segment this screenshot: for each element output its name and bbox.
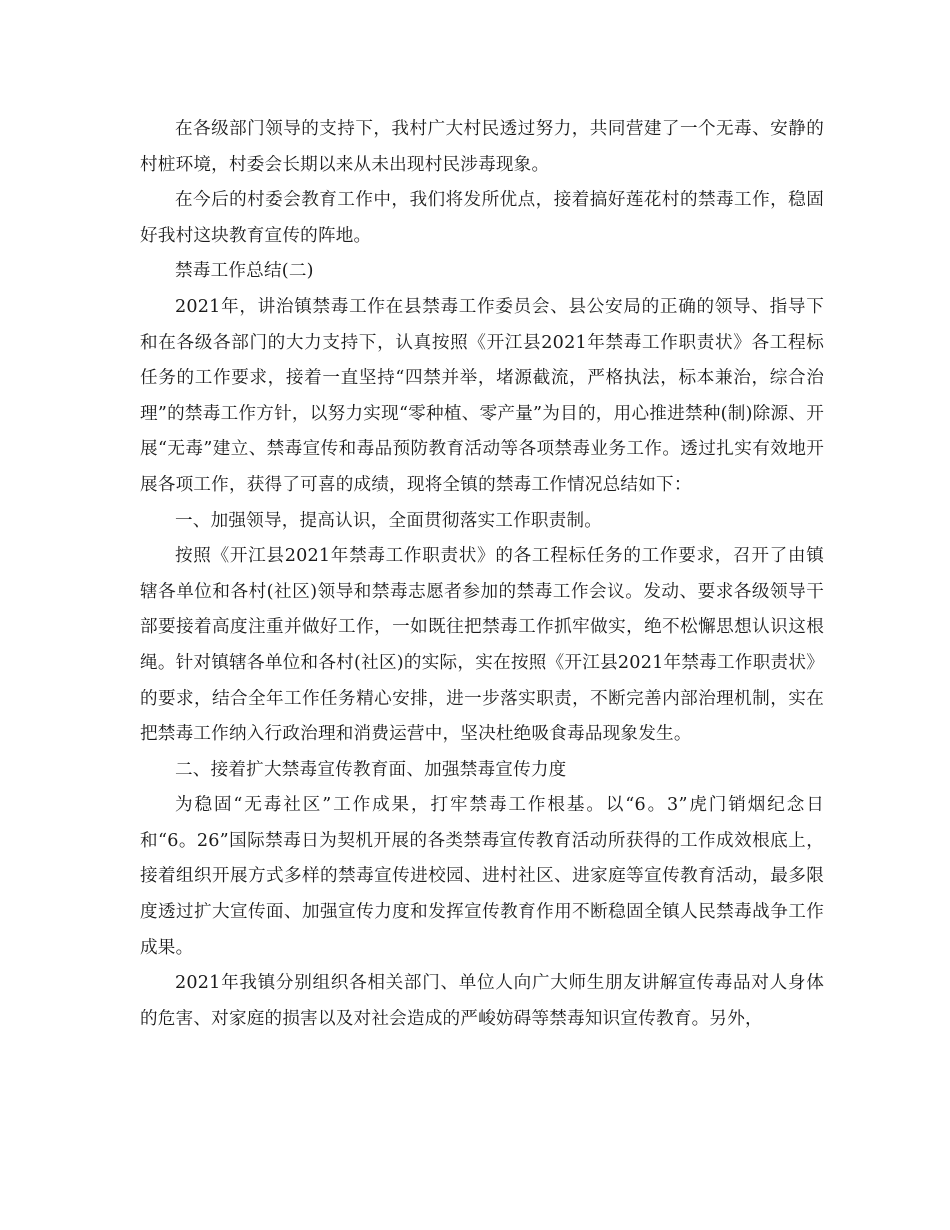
section-heading: 二、接着扩大禁毒宣传教育面、加强禁毒宣传力度 <box>175 759 567 780</box>
paragraph: 在今后的村委会教育工作中，我们将发所优点，接着搞好莲花村的禁毒工作，稳固好我村这块教育宣传的阵地。 <box>140 190 824 246</box>
section-heading: 禁毒工作总结(二) <box>175 261 314 282</box>
document-body <box>140 112 824 1037</box>
paragraph: 为稳固“无毒社区”工作成果，打牢禁毒工作根基。以“6。3”虎门销烟纪念日和“6。26”国际禁毒日为契机开展的各类禁毒宣传教育活动所获得的工作成效根底上，接着组织开展方式多样的禁毒宣传进校园、进村社区、进家庭等宣传教育活动，最多限度透过扩大宣传面、加强宣传力度和发挥宣传教育作用不断稳固全镇人民禁毒战争工作成果。 <box>140 795 824 958</box>
paragraph: 2021年，讲治镇禁毒工作在县禁毒工作委员会、县公安局的正确的领导、指导下和在各级各部门的大力支持下，认真按照《开江县2021年禁毒工作职责状》各工程标任务的工作要求，接着一直坚持“四禁并举，堵源截流，严格执法，标本兼治，综合治理”的禁毒工作方针，以努力实现“零种植、零产量”为目的，用心推进禁种(制)除源、开展“无毒”建立、禁毒宣传和毒品预防教育活动等各项禁毒业务工作。透过扎实有效地开展各项工作，获得了可喜的成绩，现将全镇的禁毒工作情况总结如下： <box>140 296 824 495</box>
paragraph: 按照《开江县2021年禁毒工作职责状》的各工程标任务的工作要求，召开了由镇辖各单位和各村(社区)领导和禁毒志愿者参加的禁毒工作会议。发动、要求各级领导干部要接着高度注重并做好工作，一如既往把禁毒工作抓牢做实，绝不松懈思想认识这根绳。针对镇辖各单位和各村(社区)的实际，实在按照《开江县2021年禁毒工作职责状》的要求，结合全年工作任务精心安排，进一步落实职责，不断完善内部治理机制，实在把禁毒工作纳入行政治理和消费运营中，坚决杜绝吸食毒品现象发生。 <box>140 546 824 745</box>
paragraph: 2021年我镇分别组织各相关部门、单位人向广大师生朋友讲解宣传毒品对人身体的危害、对家庭的损害以及对社会造成的严峻妨碍等禁毒知识宣传教育。另外， <box>140 973 824 1029</box>
section-heading: 一、加强领导，提高认识，全面贯彻落实工作职责制。 <box>175 510 603 531</box>
paragraph: 在各级部门领导的支持下，我村广大村民透过努力，共同营建了一个无毒、安静的村桩环境，村委会长期以来从未出现村民涉毒现象。 <box>140 119 824 175</box>
